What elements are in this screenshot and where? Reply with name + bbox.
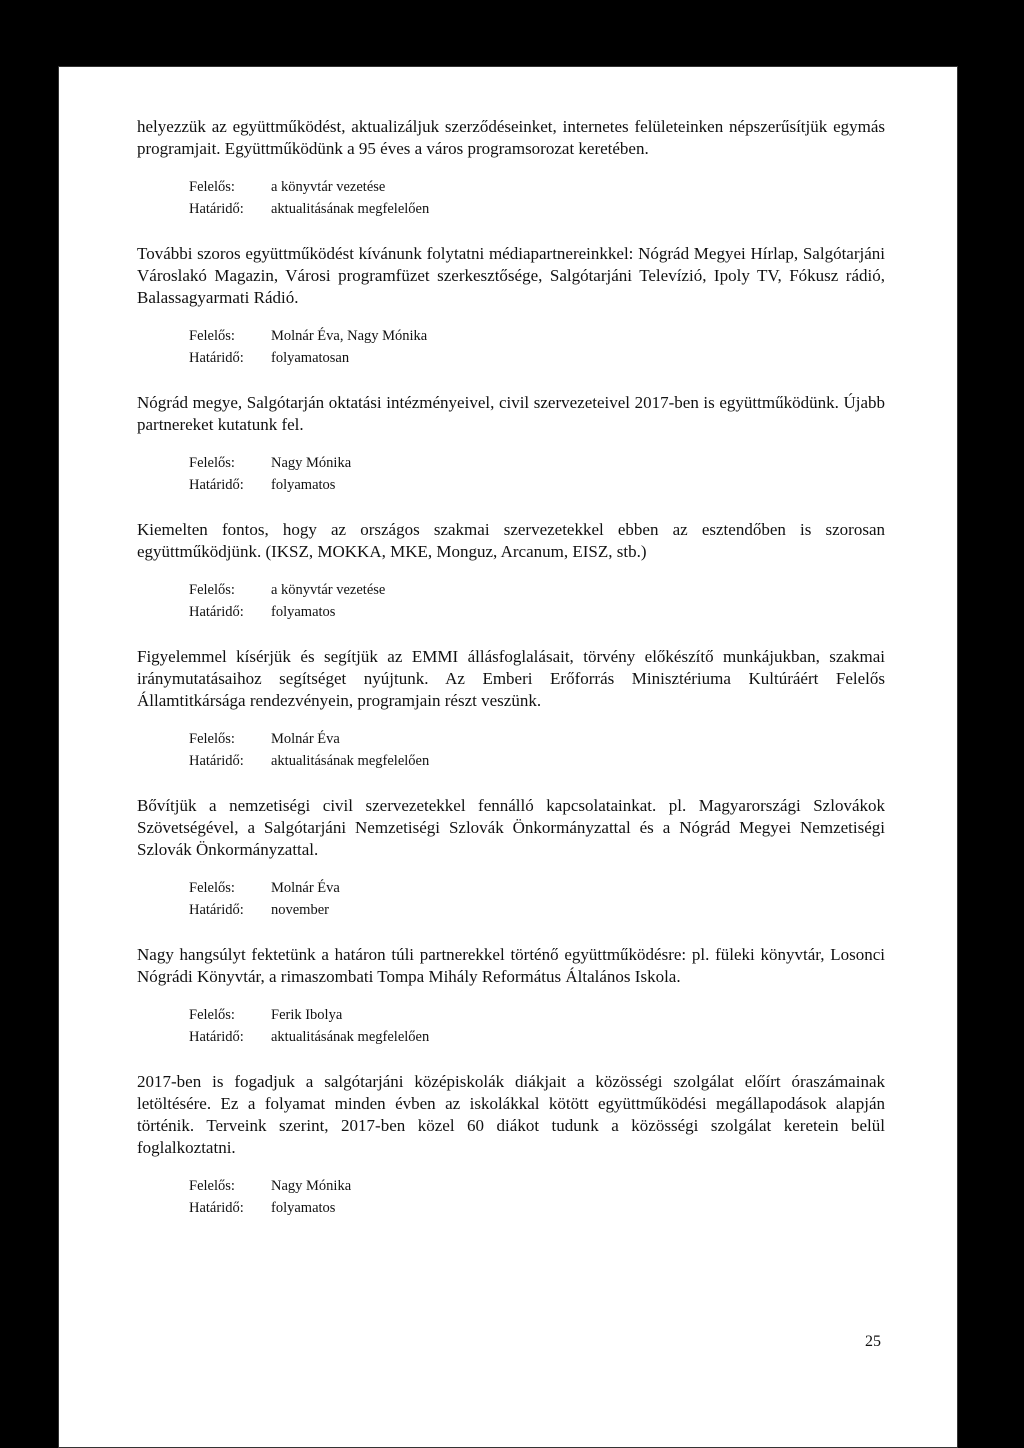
deadline-label: Határidő: [189, 753, 244, 769]
responsible-label: Felelős: [189, 179, 235, 195]
deadline-label: Határidő: [189, 350, 244, 366]
responsible-label: Felelős: [189, 328, 235, 344]
responsible-value: a könyvtár vezetése [271, 582, 386, 598]
responsibility-block [137, 1175, 885, 1219]
responsible-value: Nagy Mónika [271, 455, 352, 471]
responsibility-block [137, 452, 885, 496]
responsibility-block [137, 1004, 885, 1048]
responsible-label: Felelős: [189, 455, 235, 471]
paragraph: 2017-ben is fogadjuk a salgótarjáni középiskolák diákjait a közösségi szolgálat előírt óraszámainak letöltésére. Ez a folyamat minden évben az iskolákkal kötött együttműködési megállapodások alapján történik. Terveink szerint, 2017-ben közel 60 diákot tudunk a közösségi szolgálat keretein belül foglalkoztatni. [137, 1072, 885, 1157]
paragraph: Bővítjük a nemzetiségi civil szervezetekkel fennálló kapcsolatainkat. pl. Magyarországi Szlovákok Szövetségével, a Salgótarjáni Nemzetiségi Szlovák Önkormányzattal és a Nógrád Megyei Nemzetiségi Szlovák Önkormányzattal. [137, 796, 885, 859]
responsibility-block [137, 176, 885, 220]
document-page [58, 66, 958, 1448]
paragraph: Figyelemmel kísérjük és segítjük az EMMI állásfoglalásait, törvény előkészítő munkájukban, szakmai iránymutatásaihoz segítséget nyújtunk. Az Emberi Erőforrás Minisztériuma Kultúráért Felelős Államtitkársága rendezvényein, programjain részt veszünk. [137, 647, 885, 710]
paragraph: helyezzük az együttműködést, aktualizáljuk szerződéseinket, internetes felületeinken népszerűsítjük egymás programjait. Együttműködünk a 95 éves a város programsorozat keretében. [137, 117, 885, 158]
deadline-value: folyamatosan [271, 350, 350, 366]
responsibility-block [137, 728, 885, 772]
deadline-label: Határidő: [189, 1200, 244, 1216]
responsible-label: Felelős: [189, 1007, 235, 1023]
deadline-label: Határidő: [189, 902, 244, 918]
page-number: 25 [865, 1333, 881, 1350]
responsibility-block [137, 325, 885, 369]
deadline-value: november [271, 902, 329, 918]
responsible-value: Molnár Éva [271, 731, 340, 747]
responsibility-block [137, 579, 885, 623]
responsible-label: Felelős: [189, 1178, 235, 1194]
paragraph: Kiemelten fontos, hogy az országos szakmai szervezetekkel ebben az esztendőben is szorosan együttműködjünk. (IKSZ, MOKKA, MKE, Monguz, Arcanum, EISZ, stb.) [137, 520, 885, 561]
responsible-value: Molnár Éva [271, 880, 340, 896]
deadline-value: folyamatos [271, 1200, 336, 1216]
responsible-label: Felelős: [189, 880, 235, 896]
responsible-label: Felelős: [189, 582, 235, 598]
deadline-label: Határidő: [189, 477, 244, 493]
deadline-label: Határidő: [189, 604, 244, 620]
responsibility-block [137, 877, 885, 921]
responsible-value: Nagy Mónika [271, 1178, 352, 1194]
paragraph: További szoros együttműködést kívánunk folytatni médiapartnereinkkel: Nógrád Megyei Hírlap, Salgótarjáni Városlakó Magazin, Városi programfüzet szerkesztősége, Salgótarjáni Televízió, Ipoly TV, Fókusz rádió, Balassagyarmati Rádió. [137, 244, 885, 307]
paragraph: Nógrád megye, Salgótarján oktatási intézményeivel, civil szervezeteivel 2017-ben is együttműködünk. Újabb partnereket kutatunk fel. [137, 393, 885, 434]
responsible-label: Felelős: [189, 731, 235, 747]
deadline-value: aktualitásának megfelelően [271, 753, 430, 769]
deadline-value: folyamatos [271, 477, 336, 493]
page-content [137, 116, 885, 1219]
deadline-label: Határidő: [189, 201, 244, 217]
responsible-value: Ferik Ibolya [271, 1007, 343, 1023]
deadline-value: folyamatos [271, 604, 336, 620]
deadline-value: aktualitásának megfelelően [271, 1029, 430, 1045]
paragraph: Nagy hangsúlyt fektetünk a határon túli partnerekkel történő együttműködésre: pl. füleki könyvtár, Losonci Nógrádi Könyvtár, a rimaszombati Tompa Mihály Református Általános Iskola. [137, 945, 885, 986]
responsible-value: a könyvtár vezetése [271, 179, 386, 195]
responsible-value: Molnár Éva, Nagy Mónika [271, 328, 428, 344]
deadline-label: Határidő: [189, 1029, 244, 1045]
deadline-value: aktualitásának megfelelően [271, 201, 430, 217]
